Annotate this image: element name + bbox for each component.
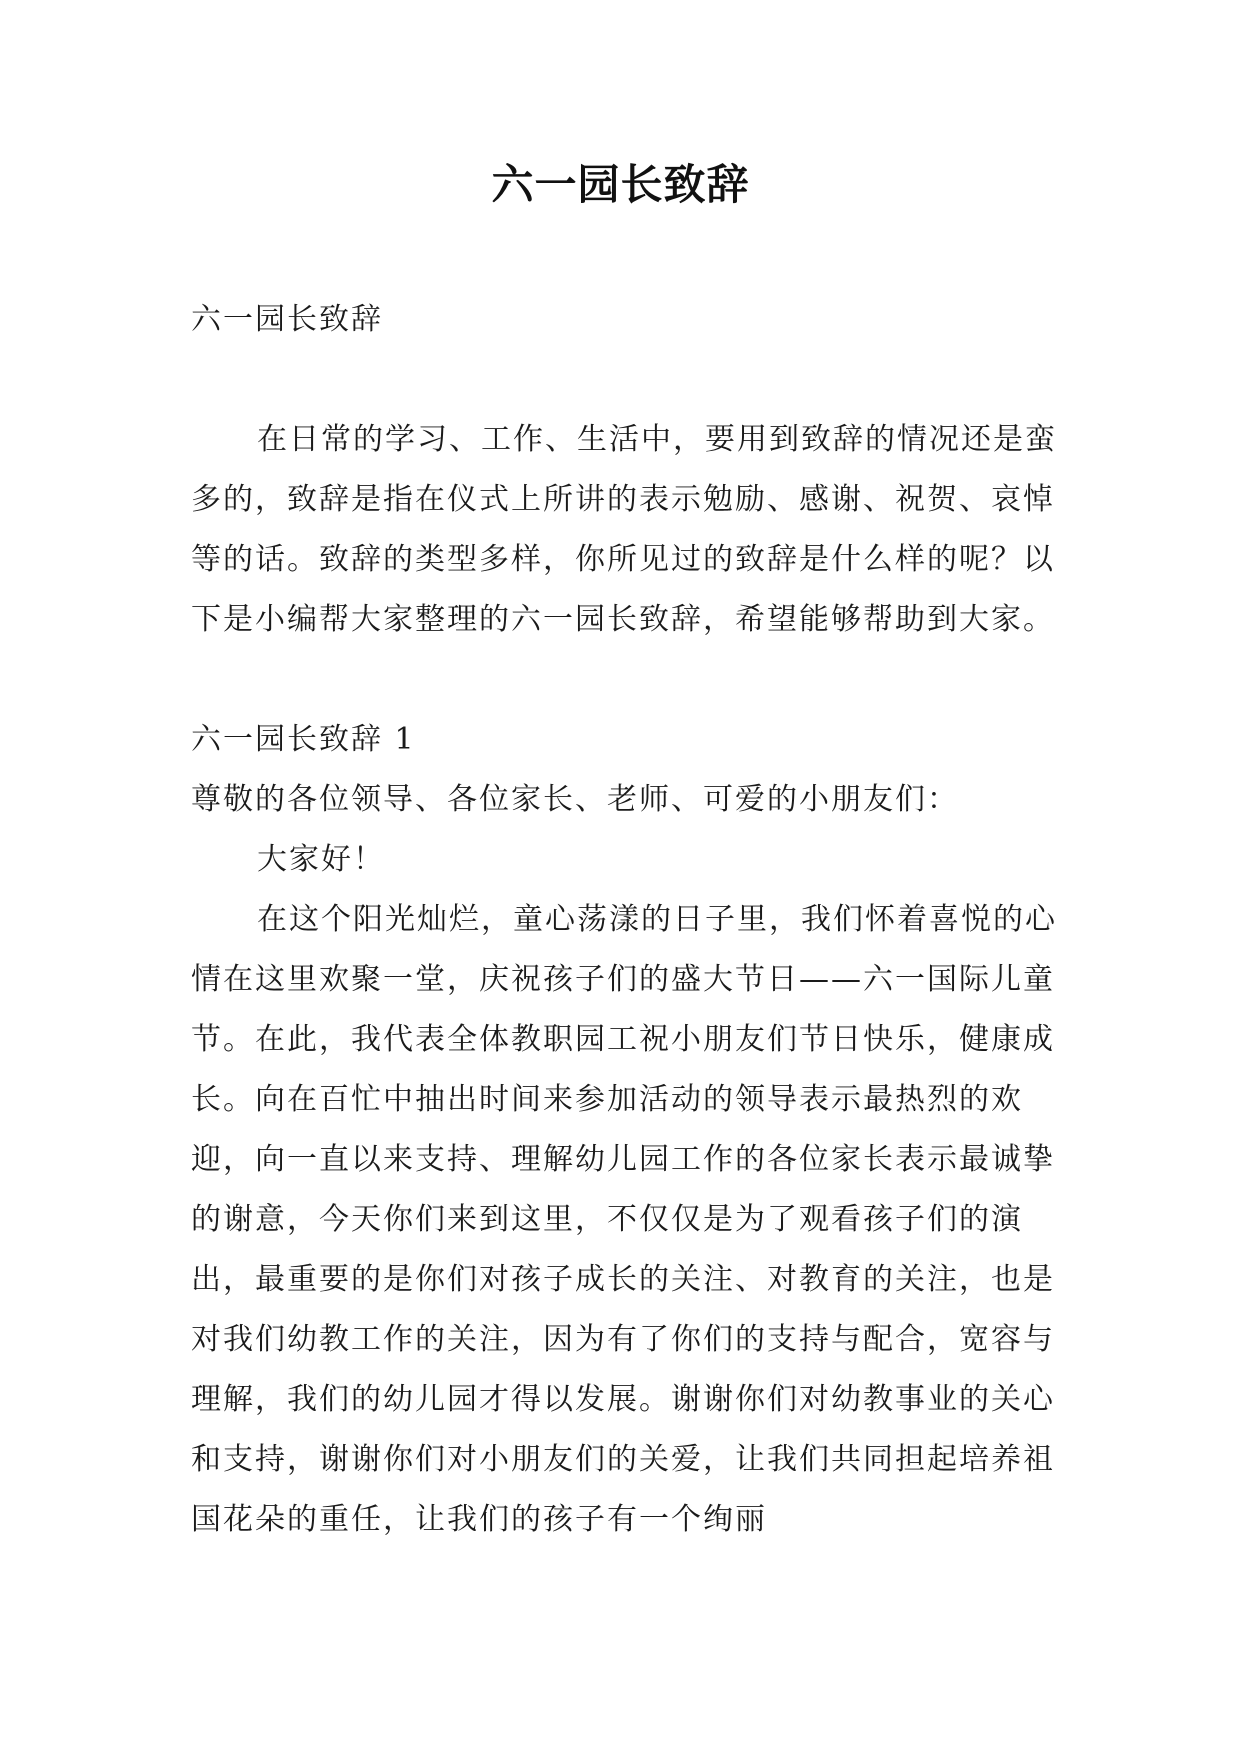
body-paragraph: 在这个阳光灿烂，童心荡漾的日子里，我们怀着喜悦的心情在这里欢聚一堂，庆祝孩子们的盛大节日——六一国际儿童节。在此，我代表全体教职园工祝小朋友们节日快乐，健康成长。向在百忙中抽出时间来参加活动的领导表示最热烈的欢迎，向一直以来支持、理解幼儿园工作的各位家长表示最诚挚的谢意，今天你们来到这里，不仅仅是为了观看孩子们的演出，最重要的是你们对孩子成长的关注、对教育的关注，也是对我们幼教工作的关注，因为有了你们的支持与配合，宽容与理解，我们的幼儿园才得以发展。谢谢你们对幼教事业的关心和支持，谢谢你们对小朋友们的关爱，让我们共同担起培养祖国花朵的重任，让我们的孩子有一个绚丽 [191, 902, 1057, 1537]
salutation: 尊敬的各位领导、各位家长、老师、可爱的小朋友们： [191, 782, 959, 817]
greeting: 大家好！ [257, 842, 385, 877]
document-body [191, 290, 1061, 1550]
document-title: 六一园长致辞 [491, 160, 750, 209]
intro-paragraph: 在日常的学习、工作、生活中，要用到致辞的情况还是蛮多的，致辞是指在仪式上所讲的表示勉励、感谢、祝贺、哀悼等的话。致辞的类型多样，你所见过的致辞是什么样的呢？以下是小编帮大家整理的六一园长致辞，希望能够帮助到大家。 [191, 422, 1057, 637]
document-subtitle: 六一园长致辞 [191, 302, 383, 337]
section-heading: 六一园长致辞 1 [191, 722, 416, 757]
